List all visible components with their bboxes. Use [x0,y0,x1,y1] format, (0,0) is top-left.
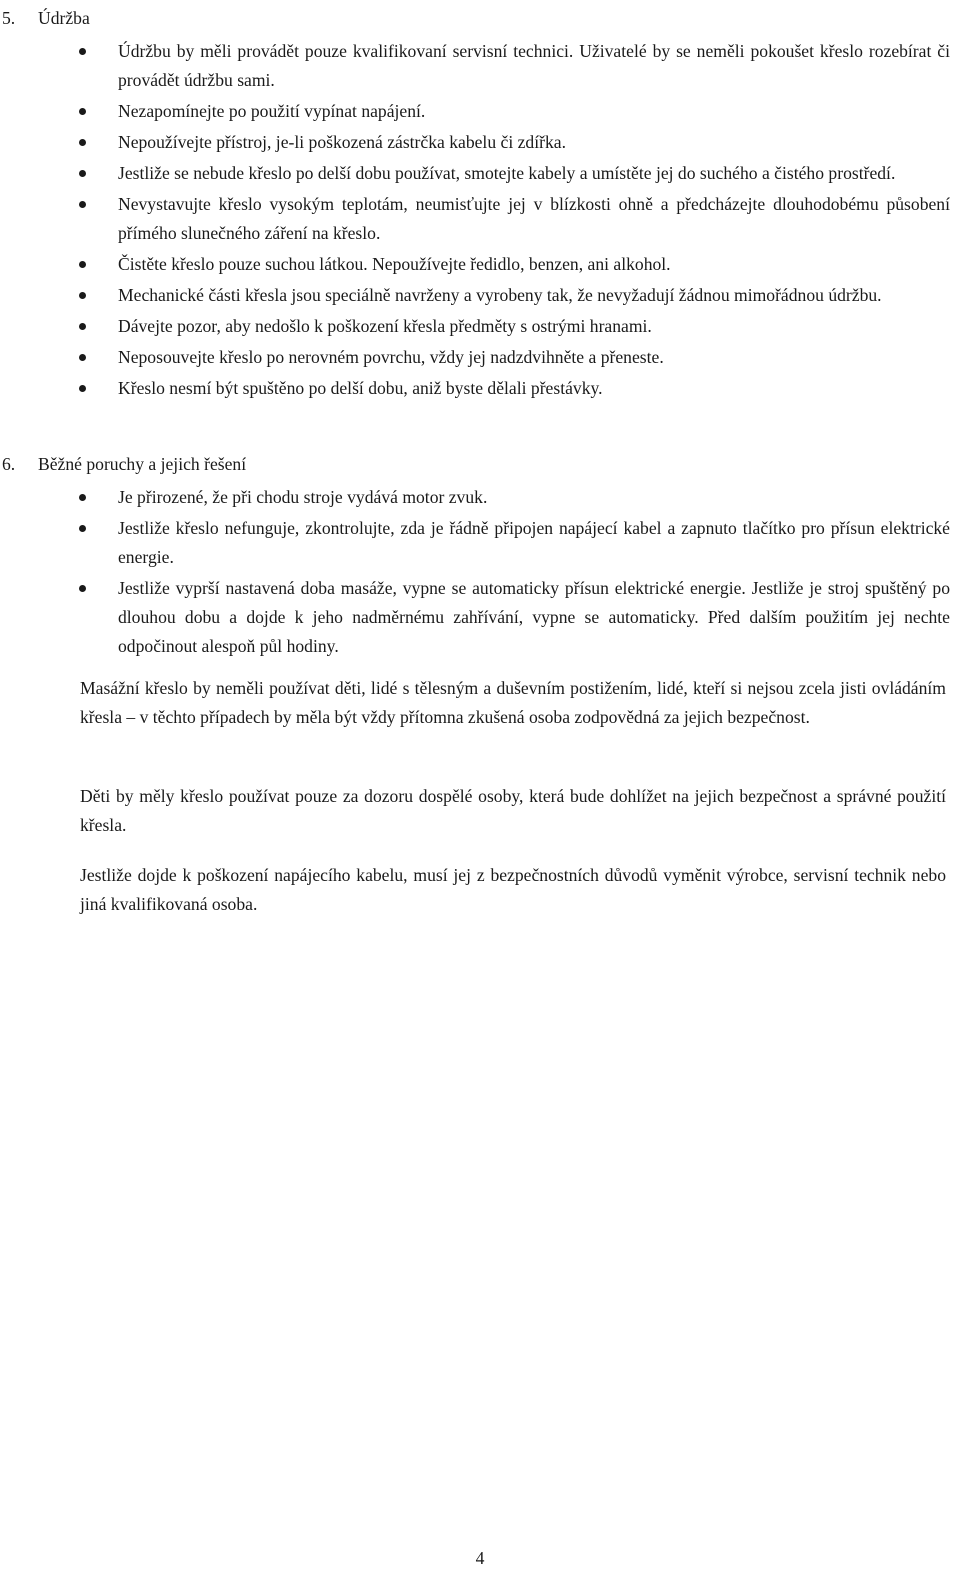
list-item-text: Údržbu by měli provádět pouze kvalifikovaní servisní technici. Uživatelé by se neměli pokoušet křeslo rozebírat či provádět údržbu sami. [118,41,950,90]
bullet-icon [79,48,86,55]
list-item [0,159,960,188]
section-title: Údržba [38,8,90,28]
section-heading [0,4,960,33]
bullet-list [0,483,960,661]
list-item-text: Mechanické části křesla jsou speciálně navrženy a vyrobeny tak, že nevyžadují žádnou mimořádnou údržbu. [118,285,882,305]
section-title: Běžné poruchy a jejich řešení [38,454,247,474]
bullet-icon [79,525,86,532]
list-item-text: Jestliže se nebude křeslo po delší dobu používat, smotejte kabely a umístěte jej do suchého a čistého prostředí. [118,163,896,183]
bullet-icon [79,385,86,392]
list-item [0,514,960,572]
list-item-text: Nepoužívejte přístroj, je-li poškozená zástrčka kabelu či zdířka. [118,132,566,152]
section-number: 6. [2,454,16,474]
bullet-icon [79,585,86,592]
section-troubleshooting [0,450,960,663]
list-item [0,190,960,248]
list-item-text: Křeslo nesmí být spuštěno po delší dobu, aniž byste dělali přestávky. [118,378,603,398]
list-item-text: Jestliže vyprší nastavená doba masáže, vypne se automaticky přísun elektrické energie. Jestliže je stroj spuštěný po dlouhou dobu a dojde k jeho nadměrnému zahřívání, vypne se automaticky. Před dalším použitím jej nechte odpočinout alespoň půl hodiny. [118,578,950,656]
list-item [0,250,960,279]
list-item-text: Dávejte pozor, aby nedošlo k poškození křesla předměty s ostrými hranami. [118,316,652,336]
list-item-text: Neposouvejte křeslo po nerovném povrchu, vždy jej nadzdvihněte a přeneste. [118,347,664,367]
list-item [0,281,960,310]
bullet-icon [79,108,86,115]
paragraph-power-cable: Jestliže dojde k poškození napájecího kabelu, musí jej z bezpečnostních důvodů vyměnit výrobce, servisní technik nebo jiná kvalifikovaná osoba. [80,865,946,914]
list-item [0,312,960,341]
bullet-icon [79,139,86,146]
list-item [0,37,960,95]
bullet-icon [79,170,86,177]
list-item-text: Je přirozené, že při chodu stroje vydává motor zvuk. [118,487,488,507]
section-maintenance [0,4,960,405]
bullet-list [0,37,960,403]
list-item [0,374,960,403]
list-item [0,97,960,126]
paragraph-safety-users: Masážní křeslo by neměli používat děti, lidé s tělesným a duševním postižením, lidé, kteří si nejsou zcela jisti ovládáním křesla – v těchto případech by měla být vždy přítomna zkušená osoba zodpovědná za jejich bezpečnost. [80,678,946,727]
list-item [0,343,960,372]
list-item-text: Nevystavujte křeslo vysokým teplotám, neumisťujte jej v blízkosti ohně a předcházejte dlouhodobému působení přímého slunečného záření na křeslo. [118,194,950,243]
bullet-icon [79,292,86,299]
section-number: 5. [2,8,16,28]
bullet-icon [79,261,86,268]
bullet-icon [79,201,86,208]
list-item-text: Jestliže křeslo nefunguje, zkontrolujte, zda je řádně připojen napájecí kabel a zapnuto tlačítko pro přísun elektrické energie. [118,518,950,567]
bullet-icon [79,494,86,501]
section-heading [0,450,960,479]
list-item [0,128,960,157]
list-item-text: Čistěte křeslo pouze suchou látkou. Nepoužívejte ředidlo, benzen, ani alkohol. [118,254,671,274]
paragraph-children: Děti by měly křeslo používat pouze za dozoru dospělé osoby, která bude dohlížet na jejich bezpečnost a správné použití křesla. [80,786,946,835]
bullet-icon [79,354,86,361]
list-item-text: Nezapomínejte po použití vypínat napájení. [118,101,426,121]
page-number: 4 [475,1548,485,1568]
list-item [0,574,960,661]
list-item [0,483,960,512]
bullet-icon [79,323,86,330]
